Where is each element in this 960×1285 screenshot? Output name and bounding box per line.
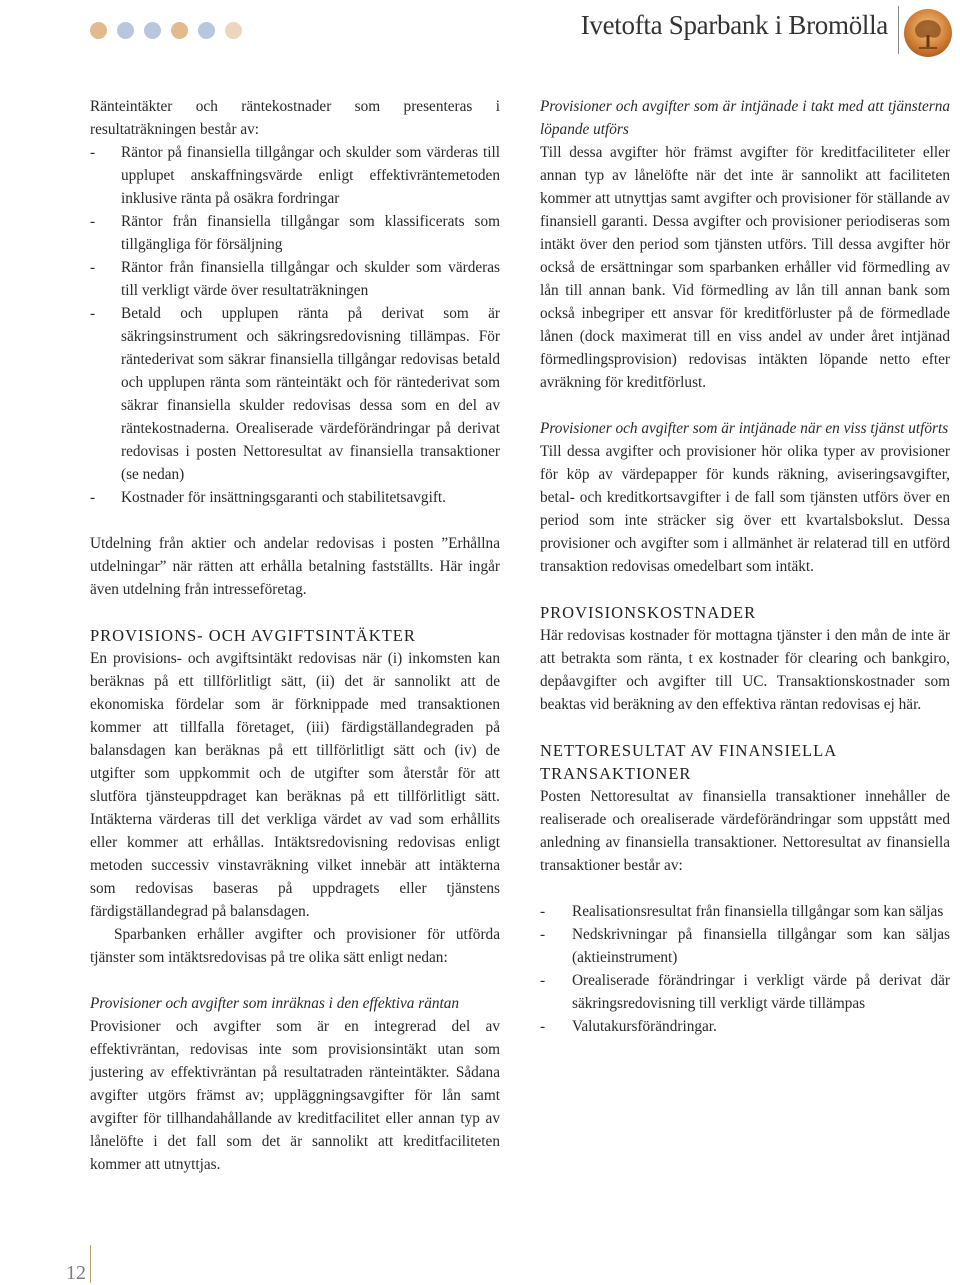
provisions-paragraph: En provisions- och avgiftsintäkt redovisas när (i) inkomsten kan beräknas på ett tillförlitligt sätt, (ii) det är sannolikt att de ekonomiska fördelar som är förknippade med transaktionen kommer att tillfalla företaget, (iii) färdigställandegraden på balansdagen kan beräknas på ett tillförlitligt sätt och (iv) de utgifter som uppkommit och de utgifter som återstår för att slutföra tjänsteuppdraget kan beräknas på ett tillförlitligt sätt. Intäkterna värderas till det verkliga värdet av vad som erhållits eller kommer att erhållas. Intäktsredovisning redovisas enligt metoden successiv vinstavräkning vilket innebär att intäkterna som redovisas baseras på uppdragets eller tjänstens färdigställandegrad på balansdagen. — [90, 650, 500, 920]
heading-provisions: PROVISIONS- OCH AVGIFTSINTÄKTER — [90, 626, 416, 645]
left-column — [90, 95, 500, 1176]
page-number: 12 — [66, 1262, 86, 1284]
net-result-paragraph: Posten Nettoresultat av finansiella transaktioner innehåller de realiserade och orealiserade värdeförändringar som uppstått med anledning av finansiella transaktioner. Nettoresultat av finansiella transaktioner består av: — [540, 788, 950, 874]
heading-provision-costs: PROVISIONSKOSTNADER — [540, 603, 757, 622]
header-dot — [198, 22, 215, 39]
performed-paragraph: Till dessa avgifter och provisioner hör olika typer av provisioner för köp av värdepapper för kunds räkning, aviseringsavgifter, betal- och kreditkortsavgifter i de fall som tjänsten utförs över en period som inte sträcker sig över ett kvartalsbokslut. Dessa provisioner och avgifter som i allmänhet är relaterad till en utförd transaktion redovisas omedelbart som intäkt. — [540, 443, 950, 575]
page-number-rule — [90, 1245, 91, 1283]
header-dot — [90, 22, 107, 39]
header-dot — [171, 22, 188, 39]
header-divider — [898, 6, 899, 54]
header-dot — [117, 22, 134, 39]
list-item: - Räntor från finansiella tillgångar som klassificerats som tillgängliga för försäljning — [90, 210, 500, 256]
intro-paragraph: Ränteintäkter och räntekostnader som presenteras i resultaträkningen består av: — [90, 98, 500, 138]
provisions-ways-paragraph: Sparbanken erhåller avgifter och provisioner för utförda tjänster som intäktsredovisas på tre olika sätt enligt nedan: — [90, 926, 500, 966]
right-column — [540, 95, 950, 1038]
dividend-paragraph: Utdelning från aktier och andelar redovisas i posten ”Erhållna utdelningar” när rätten att erhålla betalning fastställts. Här ingår även utdelning från intresseföretag. — [90, 535, 500, 598]
tree-logo-icon — [903, 8, 953, 58]
list-item: - Orealiserade förändringar i verkligt värde på derivat där säkringsredovisning till verkligt värde tillämpas — [540, 969, 950, 1015]
effective-rate-paragraph: Provisioner och avgifter som är en integrerad del av effektivräntan, redovisas inte som provisionsintäkt utan som justering av effektivräntan på resultatraden ränteintäkter. Sådana avgifter utgörs främst av; uppläggningsavgifter för lån samt avgifter för tillhandahållande av kreditfacilitet eller annan typ av lånelöfte i det fall som det är sannolikt att kreditfaciliteten kommer att utnyttjas. — [90, 1018, 500, 1173]
header-dots — [90, 22, 242, 39]
list-item: - Valutakursförändringar. — [540, 1015, 950, 1038]
list-item: - Räntor på finansiella tillgångar och skulder som värderas till upplupet anskaffningsvärde enligt effektivräntemetoden inklusive ränta på osäkra fordringar — [90, 141, 500, 210]
list-item: - Räntor från finansiella tillgångar och skulder som värderas till verkligt värde över resultaträkningen — [90, 256, 500, 302]
subheading-performed: Provisioner och avgifter som är intjänade när en viss tjänst utförts — [540, 420, 949, 437]
list-item: - Nedskrivningar på finansiella tillgångar som kan säljas (aktieinstrument) — [540, 923, 950, 969]
header-dot — [225, 22, 242, 39]
subheading-ongoing: Provisioner och avgifter som är intjänade i takt med att tjänsterna löpande utförs — [540, 98, 950, 138]
header-dot — [144, 22, 161, 39]
subheading-effective-rate: Provisioner och avgifter som inräknas i den effektiva räntan — [90, 995, 460, 1012]
ongoing-paragraph: Till dessa avgifter hör främst avgifter för kreditfaciliteter eller annan typ av lånelöfte när det inte är sannolikt att faciliteten kommer att utnyttjas samt avgifter och provisioner för ställande av finansiell garanti. Dessa avgifter och provisioner periodiseras som intäkt över den period som tjänsten utförs. Till dessa avgifter hör också de ersättningar som sparbanken erhåller vid förmedling av lån till annan bank. Vid förmedling av lån till annan bank som också inbegriper ett ansvar för kreditförluster på de förmedlade lånen (dock maximerat till en viss andel av under året intjänad förmedlingsprovision) redovisas intäkten löpande netto efter avräkning för kreditförlust. — [540, 144, 950, 391]
interest-list — [90, 141, 500, 509]
provision-costs-paragraph: Här redovisas kostnader för mottagna tjänster i den mån de inte är att betrakta som ränta, t ex kostnader för clearing och bankgiro, depåavgifter och avgifter till UC. Transaktionskostnader som beaktas vid beräkning av den effektiva räntan redovisas ej här. — [540, 627, 950, 713]
net-result-list — [540, 900, 950, 1038]
heading-net-result: NETTORESULTAT AV FINANSIELLA TRANSAKTIONER — [540, 741, 837, 783]
list-item: - Betald och upplupen ränta på derivat som är säkringsinstrument och säkringsredovisning tillämpas. För räntederivat som säkrar finansiella tillgångar redovisas betald och upplupen ränta som ränteintäkt och för räntederivat som säkrar finansiella skulder redovisas dessa som en del av räntekostnaderna. Orealiserade värdeförändringar på derivat redovisas i posten Nettoresultat av finansiella transaktioner (se nedan) — [90, 302, 500, 486]
bank-name: Ivetofta Sparbank i Bromölla — [580, 10, 888, 40]
list-item: - Kostnader för insättningsgaranti och stabilitetsavgift. — [90, 486, 500, 509]
list-item: - Realisationsresultat från finansiella tillgångar som kan säljas — [540, 900, 950, 923]
